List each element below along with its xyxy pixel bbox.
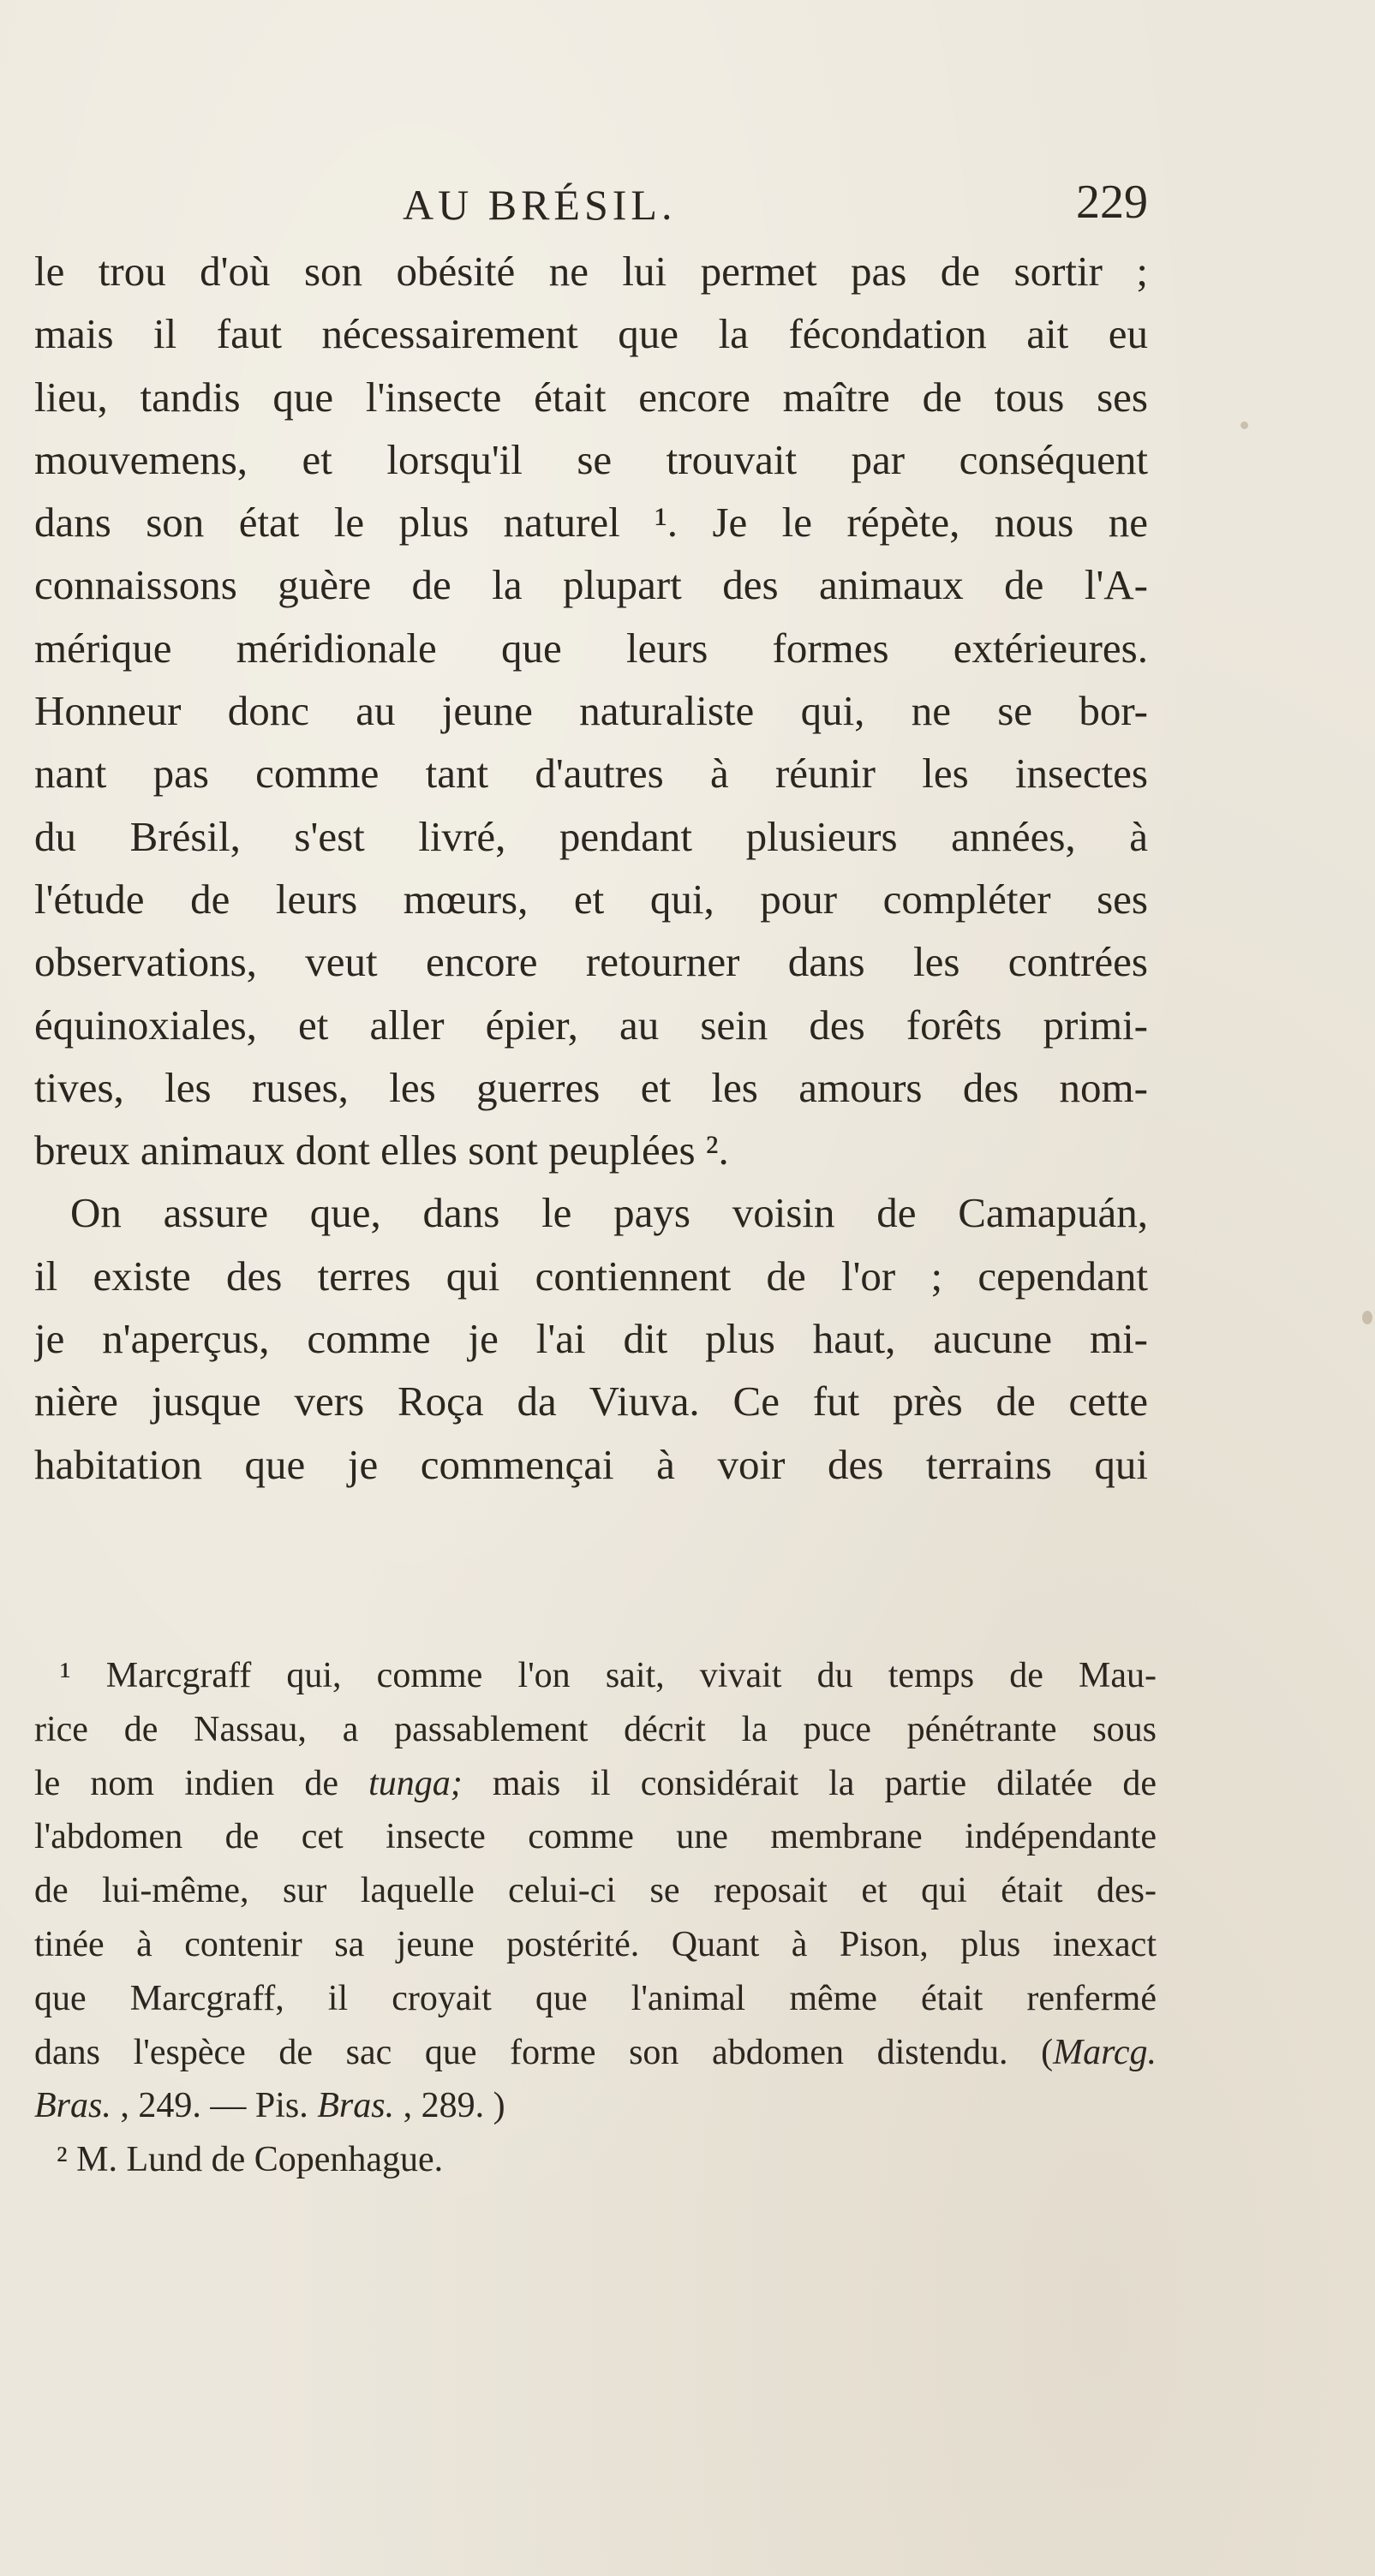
text-line: observations, veut encore retourner dans les contrées [34, 938, 1148, 986]
paper-speck [1240, 421, 1248, 429]
footnote-1-line: ¹ Marcgraff qui, comme l'on sait, vivait du temps de Mau- [60, 1656, 1157, 1695]
page-header [34, 176, 1148, 248]
footnote-1-line: dans l'espèce de sac que forme son abdomen distendu. (Marcg. [34, 2032, 1157, 2072]
footnote-1-line: de lui-même, sur laquelle celui-ci se reposait et qui était des- [34, 1871, 1157, 1911]
footnote-1-line: l'abdomen de cet insecte comme une membrane indépendante [34, 1817, 1157, 1857]
text-line: il existe des terres qui contiennent de l'or ; cependant [34, 1252, 1148, 1300]
footnote-1-line: Bras. , 249. — Pis. Bras. , 289. ) [34, 2086, 505, 2126]
body-text [34, 240, 1148, 1496]
footnote-1-line: tinée à contenir sa jeune postérité. Quant à Pison, plus inexact [34, 1924, 1157, 1964]
text-line: habitation que je commençai à voir des terrains qui [34, 1440, 1148, 1488]
text-line: tives, les ruses, les guerres et les amours des nom- [34, 1063, 1148, 1111]
text-line: breux animaux dont elles sont peuplées ². [34, 1127, 729, 1174]
text-line: l'étude de leurs mœurs, et qui, pour compléter ses [34, 875, 1148, 923]
text-line: du Brésil, s'est livré, pendant plusieurs années, à [34, 812, 1148, 860]
text-line: je n'aperçus, comme je l'ai dit plus haut, aucune mi- [34, 1315, 1148, 1363]
text-line: nière jusque vers Roça da Viuva. Ce fut près de cette [34, 1378, 1148, 1425]
text-line: lieu, tandis que l'insecte était encore maître de tous ses [34, 373, 1148, 421]
running-head: AU BRÉSIL. [403, 181, 677, 229]
footnote-1-marker: ¹ [60, 1656, 71, 1695]
text-line: On assure que, dans le pays voisin de Camapuán, [70, 1189, 1148, 1237]
text-line: mouvemens, et lorsqu'il se trouvait par conséquent [34, 435, 1148, 483]
footnotes [34, 1649, 1157, 2187]
text-line: équinoxiales, et aller épier, au sein des forêts primi- [34, 1001, 1148, 1049]
paper-speck [1362, 1311, 1372, 1324]
text-line: nant pas comme tant d'autres à réunir les insectes [34, 750, 1148, 798]
text-line: connaissons guère de la plupart des animaux de l'A- [34, 561, 1148, 609]
page-number: 229 [1076, 176, 1148, 229]
text-line: mais il faut nécessairement que la fécondation ait eu [34, 310, 1148, 358]
text-line: le trou d'où son obésité ne lui permet pas de sortir ; [34, 248, 1148, 295]
footnote-2-line: ² M. Lund de Copenhague. [57, 2140, 444, 2180]
text-line: dans son état le plus naturel ¹. Je le répète, nous ne [34, 499, 1148, 547]
footnote-2-marker: ² [57, 2140, 68, 2180]
footnote-1-line: que Marcgraff, il croyait que l'animal même était renfermé [34, 1978, 1157, 2018]
footnote-1-line: le nom indien de tunga; mais il considérait la partie dilatée de [34, 1763, 1157, 1803]
text-line: Honneur donc au jeune naturaliste qui, ne se bor- [34, 687, 1148, 735]
text-line: mérique méridionale que leurs formes extérieures. [34, 624, 1148, 672]
footnote-1-line: rice de Nassau, a passablement décrit la puce pénétrante sous [34, 1709, 1157, 1749]
